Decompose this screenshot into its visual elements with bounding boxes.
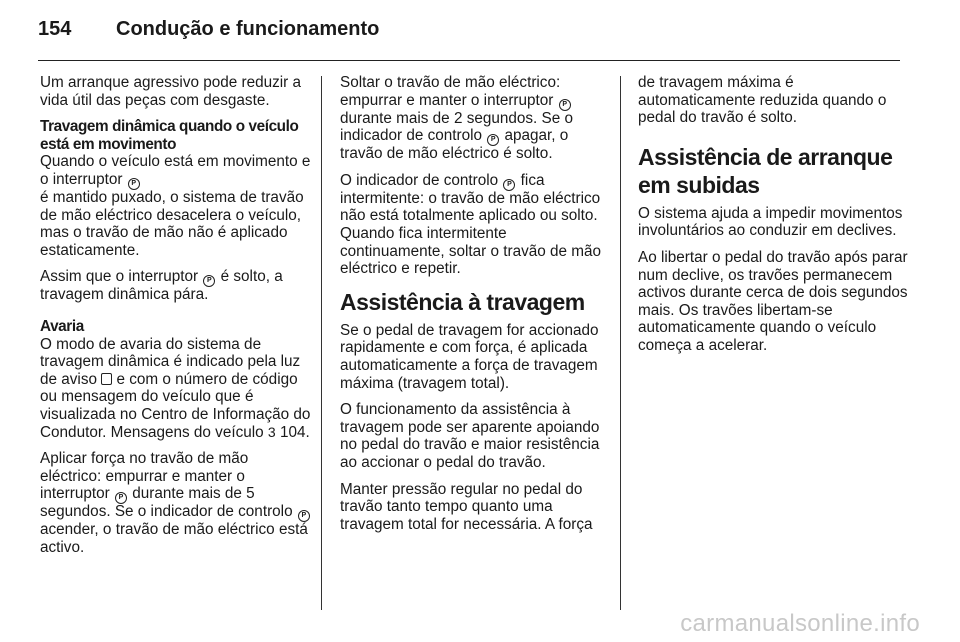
paragraph-release-brake: Soltar o travão de mão eléctrico: empurrar e manter o interruptor P durante mais de 2 segundos. Se o indicador de controlo P apagar, o travão de mão eléctrico é solto. — [340, 74, 574, 163]
subheading-dynamic-braking: Travagem dinâmica quando o veículo está em movimento — [40, 118, 299, 153]
section-heading-brake-assist: Assistência à travagem — [340, 288, 585, 315]
parking-brake-icon: P — [559, 99, 571, 111]
parking-brake-icon: P — [487, 134, 499, 146]
section-heading-hill-start: Assistência de arranque em subidas — [638, 143, 893, 198]
parking-brake-icon: P — [203, 275, 215, 287]
parking-brake-icon: P — [503, 179, 515, 191]
page-reference-link[interactable]: 104. — [279, 423, 310, 441]
paragraph-fault-mode: O modo de avaria do sistema de travagem dinâmica é indicado pela luz de aviso e com o número de código ou mensagem do veículo que é visualizada no Centro de Informação do Condutor. Mensagens do veículo 3 104. — [40, 335, 311, 441]
column-2 — [340, 74, 612, 542]
column-divider-1 — [321, 76, 322, 610]
watermark: carmanualsonline.info — [680, 610, 920, 637]
paragraph-brake-assist-3: Manter pressão regular no pedal do travão tanto tempo quanto uma travagem total for necessária. A força — [340, 480, 593, 533]
page-header — [38, 18, 920, 50]
column-divider-2 — [620, 76, 621, 610]
subheading-fault: Avaria — [40, 317, 84, 335]
paragraph-hill-start-1: O sistema ajuda a impedir movimentos involuntários ao conduzir em declives. — [638, 204, 903, 240]
parking-brake-icon: P — [128, 178, 140, 190]
paragraph-dynamic-braking: Quando o veículo está em movimento e o interruptor P é mantido puxado, o sistema de travão de mão eléctrico desacelera o veículo, mas o travão de mão não é aplicado estaticamente. — [40, 153, 311, 259]
paragraph-max-force-reduced: de travagem máxima é automaticamente reduzida quando o pedal do travão é solto. — [638, 74, 887, 127]
paragraph-wear: Um arranque agressivo pode reduzir a vida útil das peças com desgaste. — [40, 74, 302, 109]
page-number: 154 — [38, 18, 72, 40]
brake-warning-icon — [101, 373, 112, 385]
column-1 — [40, 74, 312, 565]
paragraph-hill-start-2: Ao libertar o pedal do travão após parar num declive, os travões permanecem activos durante cerca de dois segundos mais. Os travões libertam-se automaticamente quando o veículo começa a acelerar. — [638, 248, 908, 354]
paragraph-release-switch: Assim que o interruptor P é solto, a travagem dinâmica pára. — [40, 268, 283, 304]
paragraph-indicator-flashing: O indicador de controlo P fica intermitente: o travão de mão eléctrico não está totalmente aplicado ou solto. Quando fica intermitente continuamente, soltar o travão de mão eléctrico e repetir. — [340, 171, 602, 278]
header-rule — [38, 60, 900, 61]
parking-brake-icon: P — [115, 492, 127, 504]
chapter-title: Condução e funcionamento — [116, 18, 380, 40]
paragraph-brake-assist-2: O funcionamento da assistência à travagem pode ser aparente apoiando no pedal do travão e maior resistência ao accionar o pedal do travão. — [340, 401, 600, 471]
page-reference-arrow-icon: 3 — [267, 423, 276, 440]
column-3 — [638, 74, 910, 364]
paragraph-brake-assist-1: Se o pedal de travagem for accionado rapidamente e com força, é aplicada automaticamente a força de travagem máxima (travagem total). — [340, 321, 599, 392]
parking-brake-icon: P — [298, 510, 310, 522]
paragraph-apply-brake: Aplicar força no travão de mão eléctrico: empurrar e manter o interruptor P durante mais de 5 segundos. Se o indicador de controlo P acender, o travão de mão eléctrico está activo. — [40, 450, 308, 556]
